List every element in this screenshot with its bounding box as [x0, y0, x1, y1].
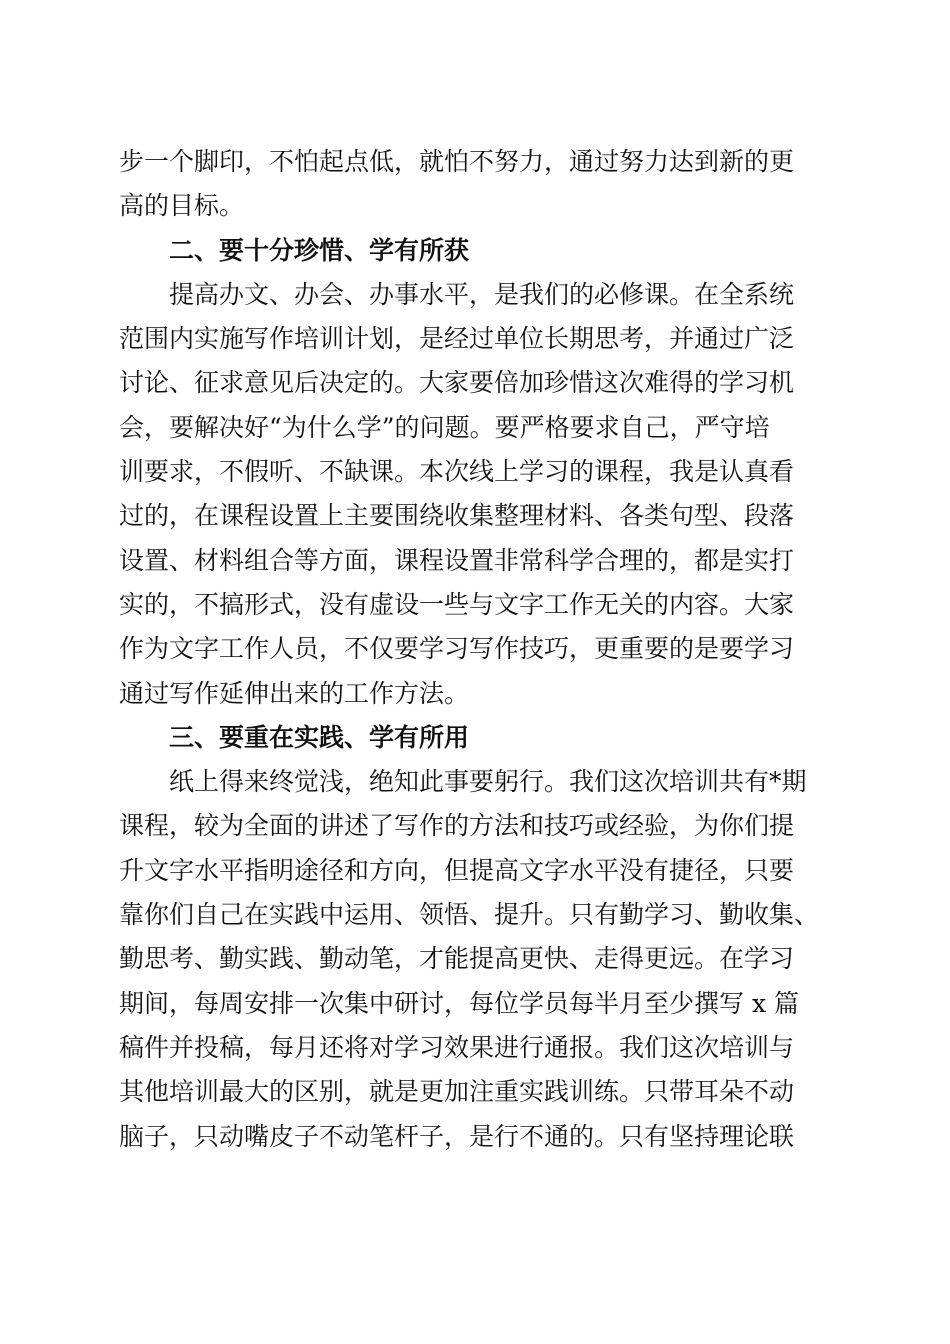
- body-line: 过的，在课程设置上主要围绕收集整理材料、各类句型、段落: [119, 501, 795, 531]
- body-line: 通过写作延伸出来的工作方法。: [119, 678, 470, 708]
- document-body: [119, 140, 829, 1159]
- body-line: 高的目标。: [119, 191, 245, 221]
- section-heading: 二、要十分珍惜、学有所获: [169, 235, 470, 265]
- body-line: 靠你们自己在实践中运用、领悟、提升。只有勤学习、勤收集、: [119, 900, 820, 930]
- body-line: 其他培训最大的区别，就是更加注重实践训练。只带耳朵不动: [119, 1077, 795, 1107]
- section-heading: 三、要重在实践、学有所用: [169, 722, 470, 752]
- body-line: 作为文字工作人员，不仅要学习写作技巧，更重要的是要学习: [119, 634, 795, 664]
- body-line: 期间，每周安排一次集中研讨，每位学员每半月至少撰写 x 篇: [119, 988, 799, 1018]
- body-line: 设置、材料组合等方面，课程设置非常科学合理的，都是实打: [119, 545, 795, 575]
- paragraph-first-line: 提高办文、办会、办事水平，是我们的必修课。在全系统: [169, 279, 795, 309]
- body-line: 训要求，不假听、不缺课。本次线上学习的课程，我是认真看: [119, 457, 795, 487]
- body-line: 脑子，只动嘴皮子不动笔杆子，是行不通的。只有坚持理论联: [119, 1121, 795, 1151]
- body-line: 讨论、征求意见后决定的。大家要倍加珍惜这次难得的学习机: [119, 368, 795, 398]
- body-line: 范围内实施写作培训计划，是经过单位长期思考，并通过广泛: [119, 324, 795, 354]
- body-line: 实的，不搞形式，没有虚设一些与文字工作无关的内容。大家: [119, 589, 795, 619]
- body-line: 步一个脚印，不怕起点低，就怕不努力，通过努力达到新的更: [119, 147, 795, 176]
- body-line: 会，要解决好“为什么学”的问题。要严格要求自己，严守培: [119, 412, 770, 442]
- paragraph-first-line: 纸上得来终觉浅，绝知此事要躬行。我们这次培训共有*期: [169, 767, 807, 797]
- body-line: 勤思考、勤实践、勤动笔，才能提高更快、走得更远。在学习: [119, 944, 795, 974]
- body-line: 升文字水平指明途径和方向，但提高文字水平没有捷径，只要: [119, 855, 795, 885]
- body-line: 课程，较为全面的讲述了写作的方法和技巧或经验，为你们提: [119, 811, 795, 841]
- body-line: 稿件并投稿，每月还将对学习效果进行通报。我们这次培训与: [119, 1032, 795, 1062]
